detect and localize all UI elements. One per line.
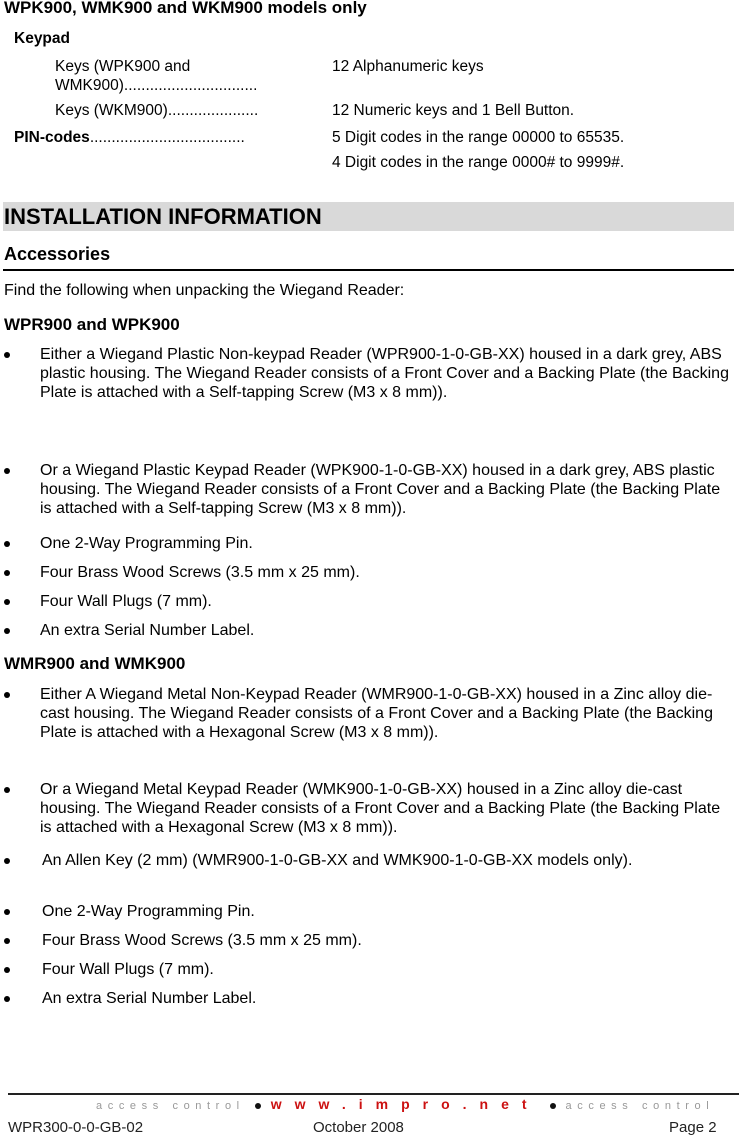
footer-date: October 2008 xyxy=(313,1119,404,1136)
list-item: One 2-Way Programming Pin. xyxy=(42,903,255,920)
list-item: Four Wall Plugs (7 mm). xyxy=(40,593,212,610)
spec-row-keys-wkm: Keys (WKM900)..................... xyxy=(55,102,259,119)
list-item: An Allen Key (2 mm) (WMR900-1-0-GB-XX and WMK900-1-0-GB-XX models only). xyxy=(42,852,633,869)
section-divider xyxy=(3,269,734,271)
bullet-icon xyxy=(255,1103,261,1109)
footer-doc-code: WPR300-0-0-GB-02 xyxy=(8,1119,144,1136)
keypad-heading: Keypad xyxy=(14,30,70,47)
list-item: Four Brass Wood Screws (3.5 mm x 25 mm). xyxy=(40,564,360,581)
bullet-icon xyxy=(4,909,10,915)
spec-row-keys-wpk xyxy=(55,57,257,95)
accessories-title: Accessories xyxy=(4,244,111,264)
list-item: An extra Serial Number Label. xyxy=(42,990,257,1007)
spec-value-keys-wpk: 12 Alphanumeric keys xyxy=(332,58,484,75)
list-item: One 2-Way Programming Pin. xyxy=(40,535,253,552)
spec-value-keys-wkm: 12 Numeric keys and 1 Bell Button. xyxy=(332,102,575,119)
list-item: Either a Wiegand Plastic Non-keypad Reader (WPR900-1-0-GB-XX) housed in a dark grey, ABS plastic housing. The Wiegand Reader consists of a Front Cover and a Backing Plate (the Backing Plate is attached with a Self-tapping Screw (M3 x 8 mm)). xyxy=(40,346,729,401)
spec-value-pin-1: 5 Digit codes in the range 00000 to 65535. xyxy=(332,129,625,146)
list-item: Four Wall Plugs (7 mm). xyxy=(42,961,214,978)
bullet-icon xyxy=(4,967,10,973)
footer-divider xyxy=(8,1093,739,1095)
installation-banner: INSTALLATION INFORMATION xyxy=(3,202,734,231)
bullet-icon xyxy=(4,541,10,547)
bullet-icon xyxy=(4,858,10,864)
group1-title: WPR900 and WPK900 xyxy=(4,315,180,334)
accessories-intro: Find the following when unpacking the Wiegand Reader: xyxy=(4,282,405,299)
footer-url[interactable]: www.impro.net xyxy=(270,1096,540,1112)
list-item: An extra Serial Number Label. xyxy=(40,622,255,639)
models-heading: WPK900, WMK900 and WKM900 models only xyxy=(4,0,367,17)
footer-brand-band xyxy=(96,1096,715,1112)
bullet-icon xyxy=(4,599,10,605)
list-item: Either A Wiegand Metal Non-Keypad Reader (WMR900-1-0-GB-XX) housed in a Zinc alloy die-cast housing. The Wiegand Reader consists of a Front Cover and a Backing Plate (the Backing Plate is attached with a Hexagonal Screw (M3 x 8 mm)). xyxy=(40,686,713,741)
bullet-icon xyxy=(550,1103,556,1109)
spec-row-pin: PIN-codes.................................... xyxy=(14,129,245,146)
footer-page-number: Page 2 xyxy=(669,1119,717,1136)
bullet-icon xyxy=(4,692,10,698)
group2-title: WMR900 and WMK900 xyxy=(4,654,186,673)
spec-label-cont: WMK900)............................... xyxy=(55,77,258,94)
spec-value-pin-2: 4 Digit codes in the range 0000# to 9999#. xyxy=(332,154,625,171)
bullet-icon xyxy=(4,787,10,793)
bullet-icon xyxy=(4,996,10,1002)
footer-tagline-left: access control xyxy=(96,1100,245,1112)
bullet-icon xyxy=(4,628,10,634)
list-item: Or a Wiegand Plastic Keypad Reader (WPK900-1-0-GB-XX) housed in a dark grey, ABS plastic housing. The Wiegand Reader consists of a Front Cover and a Backing Plate (the Backing Plate is attached with a Self-tapping Screw (M3 x 8 mm)). xyxy=(40,462,721,517)
list-item: Four Brass Wood Screws (3.5 mm x 25 mm). xyxy=(42,932,362,949)
bullet-icon xyxy=(4,352,10,358)
list-item: Or a Wiegand Metal Keypad Reader (WMK900-1-0-GB-XX) housed in a Zinc alloy die-cast housing. The Wiegand Reader consists of a Front Cover and a Backing Plate (the Backing Plate is attached with a Hexagonal Screw (M3 x 8 mm)). xyxy=(40,781,721,836)
bullet-icon xyxy=(4,468,10,474)
bullet-icon xyxy=(4,570,10,576)
spec-label: Keys (WPK900 and xyxy=(55,58,191,75)
footer-tagline-right: access control xyxy=(565,1100,715,1112)
bullet-icon xyxy=(4,938,10,944)
